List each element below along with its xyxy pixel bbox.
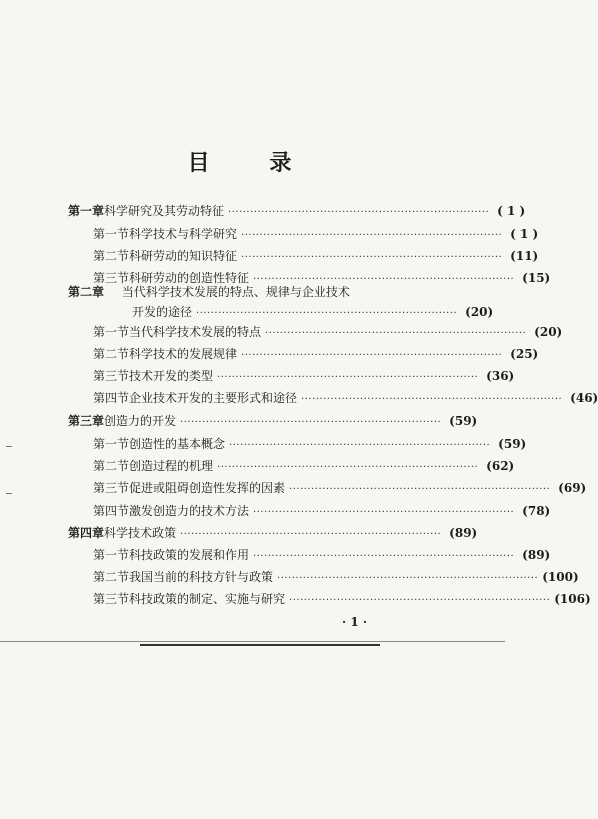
toc-title: 科研劳动的知识特征 <box>129 249 238 263</box>
margin-mark <box>6 446 12 447</box>
leader-dots: ······································································· <box>217 462 479 473</box>
toc-title: 科学技术与科学研究 <box>129 227 238 241</box>
toc-label: 第三节 <box>93 592 130 606</box>
toc-label: 第三节 <box>93 481 130 495</box>
leader-dots: ······································································· <box>196 308 458 319</box>
toc-label: 第三节 <box>93 271 130 285</box>
toc-label: 第四节 <box>93 391 130 405</box>
toc-page: (59) <box>449 414 478 428</box>
toc-title: 创造过程的机理 <box>129 459 214 473</box>
toc-title: 当代科学技术发展的特点 <box>129 325 262 339</box>
toc-page: (11) <box>510 249 539 263</box>
toc-label: 第二节 <box>93 459 130 473</box>
leader-dots: ······································································· <box>180 417 442 428</box>
toc-page: (20) <box>465 305 494 319</box>
leader-dots: ······································································· <box>228 207 490 218</box>
toc-page: (59) <box>498 437 527 451</box>
scan-rule-dark <box>140 644 380 646</box>
leader-dots: ······································································· <box>289 484 551 495</box>
toc-section-2-1[interactable] <box>93 325 563 341</box>
leader-dots: ······································································· <box>289 595 551 606</box>
toc-section-3-2[interactable] <box>93 459 515 475</box>
margin-mark <box>6 493 12 494</box>
toc-chapter-1[interactable] <box>68 204 526 220</box>
toc-label: 第四节 <box>93 504 130 518</box>
leader-dots: ······································································· <box>241 252 503 263</box>
toc-title: 当代科学技术发展的特点、规律与企业技术 <box>121 285 350 299</box>
toc-page: (89) <box>449 526 478 540</box>
toc-title: 创造力的开发 <box>104 414 177 428</box>
leader-dots: ······································································· <box>301 394 563 405</box>
toc-title: 科学研究及其劳动特征 <box>104 204 225 218</box>
toc-label: 第一节 <box>93 325 130 339</box>
leader-dots: ······································································· <box>229 440 491 451</box>
toc-section-1-1[interactable] <box>93 227 539 243</box>
toc-label: 第二章 <box>68 285 105 299</box>
toc-title: 科技政策的制定、实施与研究 <box>129 592 286 606</box>
toc-label: 第一章 <box>68 204 105 218</box>
toc-chapter-2-line1[interactable] <box>68 285 350 299</box>
leader-dots: ······································································· <box>180 529 442 540</box>
toc-section-3-4[interactable] <box>93 504 551 520</box>
toc-page: (20) <box>534 325 563 339</box>
toc-page: (100) <box>542 570 579 584</box>
toc-label: 第二节 <box>93 570 130 584</box>
toc-page: (36) <box>486 369 515 383</box>
toc-label: 第一节 <box>93 227 130 241</box>
toc-section-4-2[interactable] <box>93 570 579 586</box>
toc-section-1-2[interactable] <box>93 249 539 265</box>
toc-page: ( 1 ) <box>510 227 539 241</box>
toc-chapter-2-line2[interactable] <box>132 305 494 321</box>
scan-rule <box>0 641 505 642</box>
toc-page: (15) <box>522 271 551 285</box>
toc-page: (89) <box>522 548 551 562</box>
toc-section-2-4[interactable] <box>93 391 598 407</box>
leader-dots: ······································································· <box>265 328 527 339</box>
toc-section-2-2[interactable] <box>93 347 539 363</box>
toc-label: 第四章 <box>68 526 105 540</box>
toc-section-3-1[interactable] <box>93 437 527 453</box>
toc-section-3-3[interactable] <box>93 481 587 497</box>
toc-label: 第一节 <box>93 437 130 451</box>
leader-dots: ······································································· <box>253 507 515 518</box>
toc-page: (78) <box>522 504 551 518</box>
toc-page: (106) <box>554 592 591 606</box>
page-title: 目 录 <box>187 150 318 176</box>
toc-title: 企业技术开发的主要形式和途径 <box>129 391 298 405</box>
toc-section-4-3[interactable] <box>93 592 591 608</box>
leader-dots: ······································································· <box>253 551 515 562</box>
leader-dots: ······································································· <box>253 274 515 285</box>
leader-dots: ······································································· <box>217 372 479 383</box>
toc-title: 科研劳动的创造性特征 <box>129 271 250 285</box>
toc-chapter-4[interactable] <box>68 526 478 542</box>
toc-label: 第三章 <box>68 414 105 428</box>
toc-title: 我国当前的科技方针与政策 <box>129 570 274 584</box>
toc-title: 创造性的基本概念 <box>129 437 226 451</box>
toc-page: ( 1 ) <box>497 204 526 218</box>
toc-title: 科学技术政策 <box>104 526 177 540</box>
toc-label: 第二节 <box>93 249 130 263</box>
toc-label: 第二节 <box>93 347 130 361</box>
toc-page: (62) <box>486 459 515 473</box>
toc-label: 第一节 <box>93 548 130 562</box>
toc-section-4-1[interactable] <box>93 548 551 564</box>
toc-section-2-3[interactable] <box>93 369 515 385</box>
toc-page: (69) <box>558 481 587 495</box>
toc-title: 科技政策的发展和作用 <box>129 548 250 562</box>
page-number: · 1 · <box>342 615 368 629</box>
toc-title: 技术开发的类型 <box>129 369 214 383</box>
toc-title-cont: 开发的途径 <box>132 305 193 319</box>
leader-dots: ······································································· <box>241 230 503 241</box>
leader-dots: ······································································· <box>277 573 539 584</box>
toc-label: 第三节 <box>93 369 130 383</box>
toc-chapter-3[interactable] <box>68 414 478 430</box>
toc-title: 科学技术的发展规律 <box>129 347 238 361</box>
leader-dots: ······································································· <box>241 350 503 361</box>
toc-page: (46) <box>570 391 598 405</box>
toc-page: (25) <box>510 347 539 361</box>
toc-title: 促进或阻碍创造性发挥的因素 <box>129 481 286 495</box>
toc-title: 激发创造力的技术方法 <box>129 504 250 518</box>
